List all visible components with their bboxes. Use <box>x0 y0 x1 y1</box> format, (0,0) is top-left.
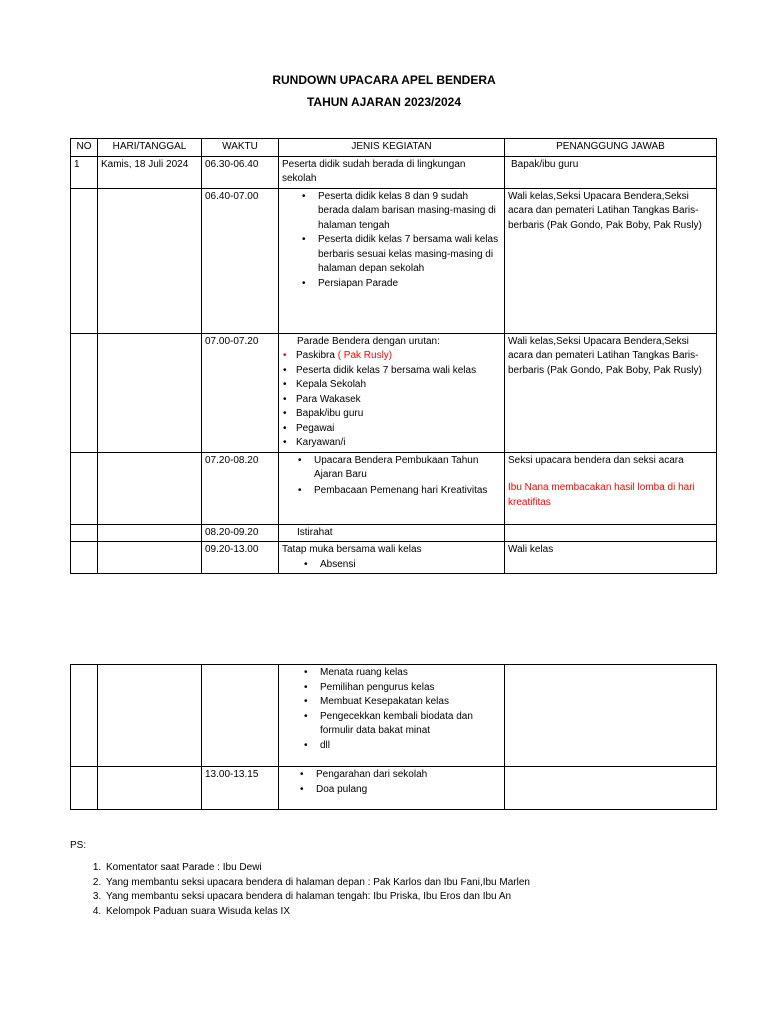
header-date: HARI/TANGGAL <box>98 139 202 157</box>
list-item: 1. Komentator saat Parade : Ibu Dewi <box>104 861 704 876</box>
rundown-table-continued <box>70 664 717 810</box>
row-activity <box>279 665 505 767</box>
row-time: 09.20-13.00 <box>202 542 279 574</box>
list-item: • Membuat Kesepakatan kelas <box>320 695 501 710</box>
item-text: Paskibra <box>296 350 335 361</box>
table-row <box>71 452 717 524</box>
row-pic: Wali kelas,Seksi Upacara Bendera,Seksi acara dan pemateri Latihan Tangkas Baris-berbaris (Pak Gondo, Pak Boby, Pak Rusly) <box>505 188 717 333</box>
list-item: • Pengecekkan kembali biodata dan formulir data bakat minat <box>320 710 501 739</box>
notes-list <box>70 861 704 919</box>
activity-list <box>282 454 501 499</box>
list-item: • Peserta didik kelas 7 bersama wali kelas berbaris sesuai kelas masing-masing di halaman depan sekolah <box>318 233 501 277</box>
activity-list <box>282 558 501 573</box>
header-no: NO <box>71 139 98 157</box>
document-subtitle: TAHUN AJARAN 2023/2024 <box>306 95 462 109</box>
pic-text: Seksi upacara bendera dan seksi acara <box>508 454 684 466</box>
item-highlight: ( Pak Rusly) <box>337 350 393 361</box>
list-item: • Karyawan/i <box>296 436 501 451</box>
activity-intro: Parade Bendera dengan urutan: <box>297 335 440 347</box>
activity-list <box>282 349 501 451</box>
row-pic: Wali kelas <box>505 542 717 574</box>
list-item: • Peserta didik kelas 7 bersama wali kelas <box>296 364 501 379</box>
table-header-row <box>71 139 717 157</box>
row-date: Kamis, 18 Juli 2024 <box>98 156 202 188</box>
row-pic <box>505 452 717 524</box>
row-activity <box>279 452 505 524</box>
list-item: • Upacara Bendera Pembukaan Tahun Ajaran Baru <box>314 454 501 483</box>
row-time: 13.00-13.15 <box>202 767 279 810</box>
row-time: 07.20-08.20 <box>202 452 279 524</box>
header-activity: JENIS KEGIATAN <box>279 139 505 157</box>
pic-note: Ibu Nana membacakan hasil lomba di hari kreatifitas <box>508 482 695 508</box>
table-row <box>71 156 717 188</box>
row-time: 08.20-09.20 <box>202 524 279 542</box>
table-row <box>71 542 717 574</box>
header-pic: PENANGGUNG JAWAB <box>505 139 717 157</box>
table-row <box>71 665 717 767</box>
activity-text: Istirahat <box>297 526 333 538</box>
table-row <box>71 333 717 452</box>
list-item: • Para Wakasek <box>296 393 501 408</box>
list-item: • Pegawai <box>296 422 501 437</box>
list-item: 3. Yang membantu seksi upacara bendera di halaman tengah: Ibu Priska, Ibu Eros dan Ibu An <box>104 890 704 905</box>
row-time: 07.00-07.20 <box>202 333 279 452</box>
list-item: 2. Yang membantu seksi upacara bendera di halaman depan : Pak Karlos dan Ibu Fani,Ibu Marlen <box>104 876 704 891</box>
list-item: • Pembacaan Pemenang hari Kreativitas <box>314 484 501 499</box>
list-item: • Absensi <box>320 558 501 573</box>
activity-text: Tatap muka bersama wali kelas <box>282 544 422 555</box>
row-pic: Wali kelas,Seksi Upacara Bendera,Seksi acara dan pemateri Latihan Tangkas Baris-berbaris (Pak Gondo, Pak Boby, Pak Rusly) <box>505 333 717 452</box>
row-activity <box>279 333 505 452</box>
row-activity <box>279 188 505 333</box>
list-item <box>296 349 501 364</box>
list-item: • Peserta didik kelas 8 dan 9 sudah berada dalam barisan masing-masing di halaman tengah <box>318 190 501 234</box>
row-time: 06.40-07.00 <box>202 188 279 333</box>
row-time: 06.30-06.40 <box>202 156 279 188</box>
row-activity <box>279 524 505 542</box>
table-row <box>71 767 717 810</box>
pic-text: Bapak/ibu guru <box>511 158 579 170</box>
table-row <box>71 188 717 333</box>
list-item: • Persiapan Parade <box>318 277 501 292</box>
row-pic <box>505 156 717 188</box>
list-item: • Bapak/ibu guru <box>296 407 501 422</box>
list-item: • Kepala Sekolah <box>296 378 501 393</box>
row-no: 1 <box>71 156 98 188</box>
table-row <box>71 524 717 542</box>
row-activity <box>279 767 505 810</box>
rundown-table <box>70 138 717 574</box>
list-item: • Menata ruang kelas <box>320 666 501 681</box>
list-item: • Doa pulang <box>316 783 501 798</box>
document-title: RUNDOWN UPACARA APEL BENDERA <box>272 73 496 87</box>
list-item: 4. Kelompok Paduan suara Wisuda kelas IX <box>104 905 704 920</box>
ps-label: PS: <box>70 840 87 851</box>
activity-list <box>282 768 501 797</box>
activity-list <box>282 190 501 292</box>
list-item: • Pengarahan dari sekolah <box>316 768 501 783</box>
list-item: • Pemilihan pengurus kelas <box>320 681 501 696</box>
row-activity <box>279 542 505 574</box>
header-time: WAKTU <box>202 139 279 157</box>
row-activity: Peserta didik sudah berada di lingkungan sekolah <box>279 156 505 188</box>
list-item: • dll <box>320 739 501 754</box>
activity-list <box>282 666 501 753</box>
